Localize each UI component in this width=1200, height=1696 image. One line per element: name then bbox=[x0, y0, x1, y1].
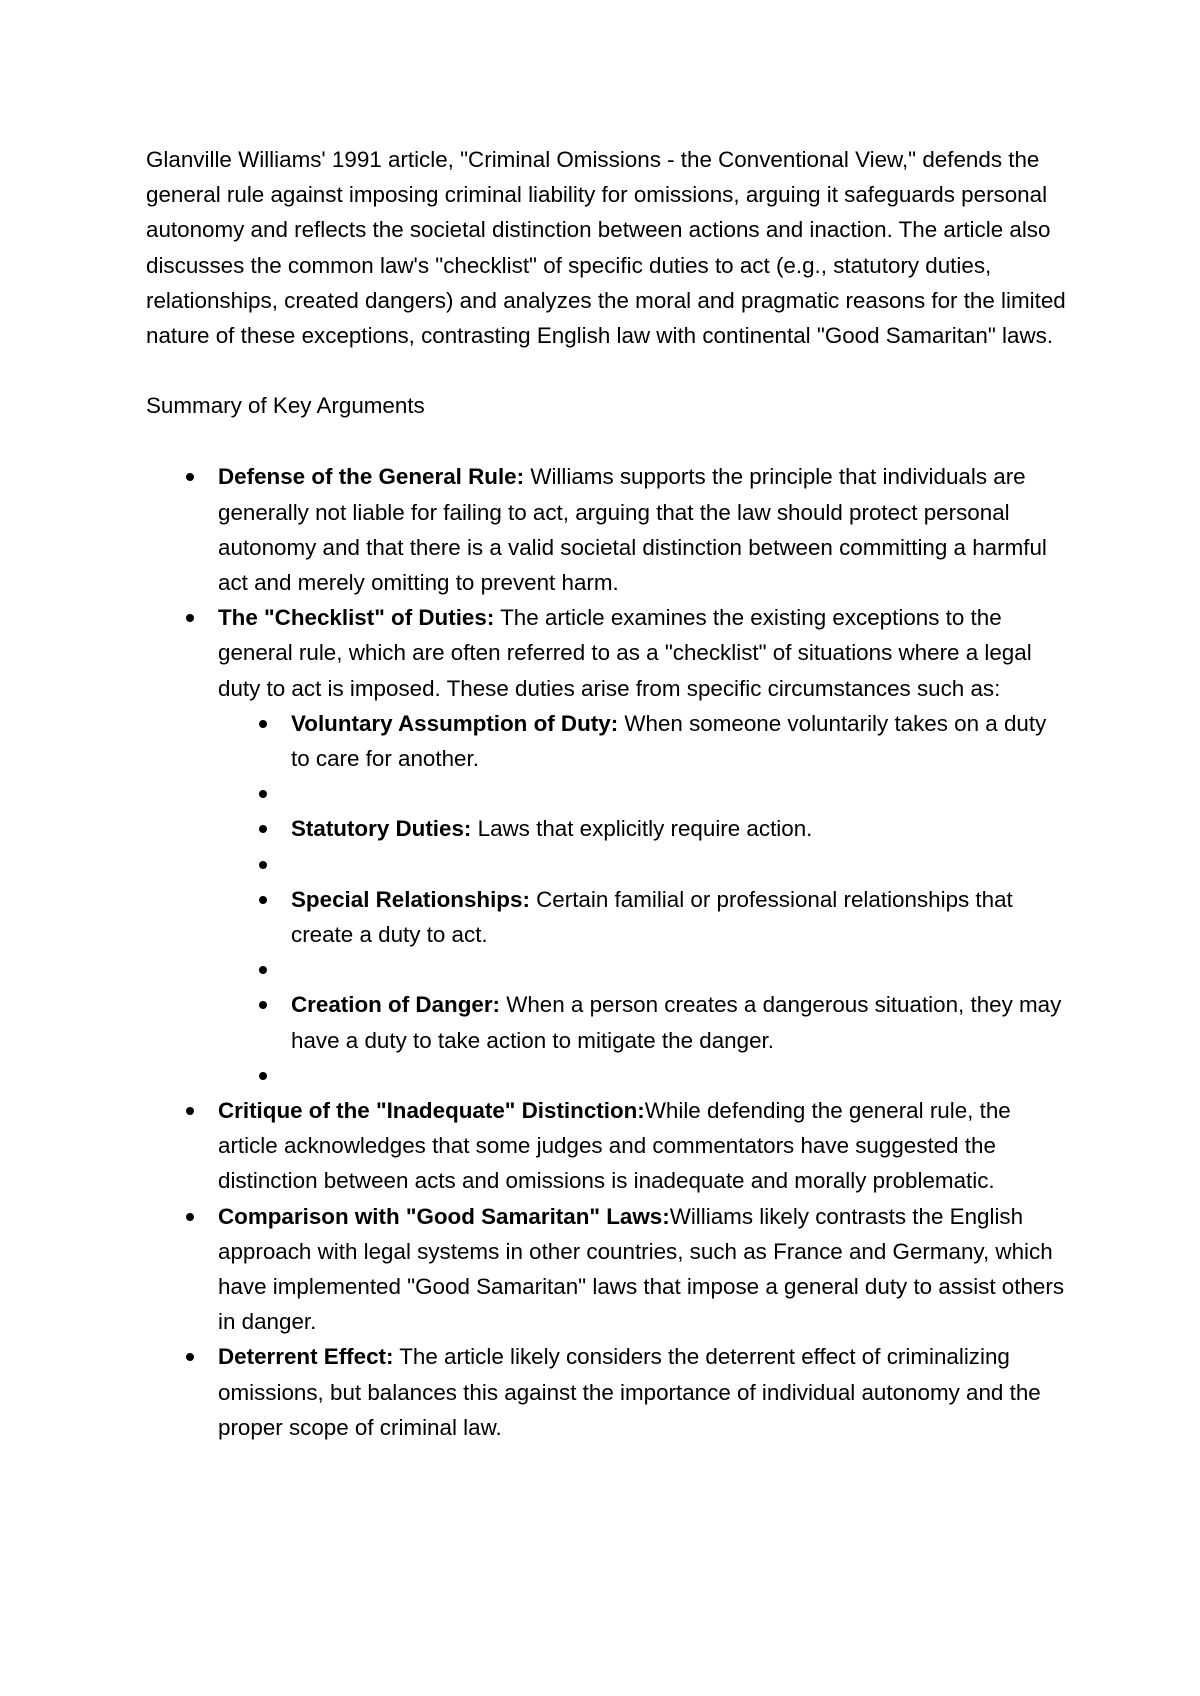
list-item-text: The article likely considers the deterrent effect of criminalizing omissions, but balances this against the importance of individual autonomy and the proper scope of criminal law. bbox=[218, 1344, 1041, 1440]
list-item bbox=[146, 1199, 1066, 1340]
empty-sublist-item bbox=[146, 1058, 1066, 1093]
list-item-title: Defense of the General Rule: bbox=[218, 464, 525, 490]
sublist-item-text: Laws that explicitly require action. bbox=[471, 816, 813, 842]
section-heading: Summary of Key Arguments bbox=[146, 393, 425, 419]
empty-sublist-item bbox=[146, 776, 1066, 811]
list-item-title: Comparison with "Good Samaritan" Laws: bbox=[218, 1203, 670, 1229]
list-item bbox=[146, 459, 1066, 600]
sublist-item-title: Voluntary Assumption of Duty: bbox=[291, 710, 619, 736]
key-arguments-list bbox=[146, 459, 1066, 1445]
list-item-title: Critique of the "Inadequate" Distinction: bbox=[218, 1098, 645, 1124]
empty-sublist-item bbox=[146, 952, 1066, 987]
list-item bbox=[146, 1093, 1066, 1199]
sublist-item bbox=[146, 706, 1066, 776]
duties-sublist bbox=[146, 706, 1066, 1093]
sublist-item-text: When a person creates a dangerous situation, they may have a duty to take action to mitigate the danger. bbox=[291, 992, 1062, 1053]
sublist-item-title: Special Relationships: bbox=[291, 886, 530, 912]
list-item bbox=[146, 600, 1066, 1093]
empty-sublist-item bbox=[146, 847, 1066, 882]
sublist-item bbox=[146, 811, 1066, 846]
sublist-item-title: Creation of Danger: bbox=[291, 992, 500, 1018]
list-item-title: Deterrent Effect: bbox=[218, 1344, 394, 1370]
sublist-item bbox=[146, 882, 1066, 952]
list-item-text: Williams supports the principle that individuals are generally not liable for failing to act, arguing that the law should protect personal autonomy and that there is a valid societal distinction between committing a harmful act and merely omitting to prevent harm. bbox=[218, 464, 1047, 596]
list-item bbox=[146, 1339, 1066, 1445]
sublist-item-text: Certain familial or professional relationships that create a duty to act. bbox=[291, 886, 1013, 948]
sublist-item-text: When someone voluntarily takes on a duty to care for another. bbox=[291, 710, 1047, 772]
list-item-title: The "Checklist" of Duties: bbox=[218, 605, 495, 631]
list-item-text: The article examines the existing exceptions to the general rule, which are often referred to as a "checklist" of situations where a legal duty to act is imposed. These duties arise from specific circumstances such as: bbox=[218, 605, 1032, 701]
sublist-item bbox=[146, 987, 1066, 1057]
list-item-text: While defending the general rule, the article acknowledges that some judges and commentators have suggested the distinction between acts and omissions is inadequate and morally problematic. bbox=[218, 1098, 1011, 1194]
intro-paragraph: Glanville Williams' 1991 article, "Criminal Omissions - the Conventional View," defends the general rule against imposing criminal liability for omissions, arguing it safeguards personal autonomy and reflects the societal distinction between actions and inaction. The article also discusses the common law's "checklist" of specific duties to act (e.g., statutory duties, relationships, created dangers) and analyzes the moral and pragmatic reasons for the limited nature of these exceptions, contrasting English law with continental "Good Samaritan" laws. bbox=[146, 147, 1066, 349]
document-page bbox=[146, 142, 1066, 1445]
list-item-text: Williams likely contrasts the English approach with legal systems in other countries, such as France and Germany, which have implemented "Good Samaritan" laws that impose a general duty to assist others in danger. bbox=[218, 1203, 1065, 1335]
sublist-item-title: Statutory Duties: bbox=[291, 816, 472, 842]
